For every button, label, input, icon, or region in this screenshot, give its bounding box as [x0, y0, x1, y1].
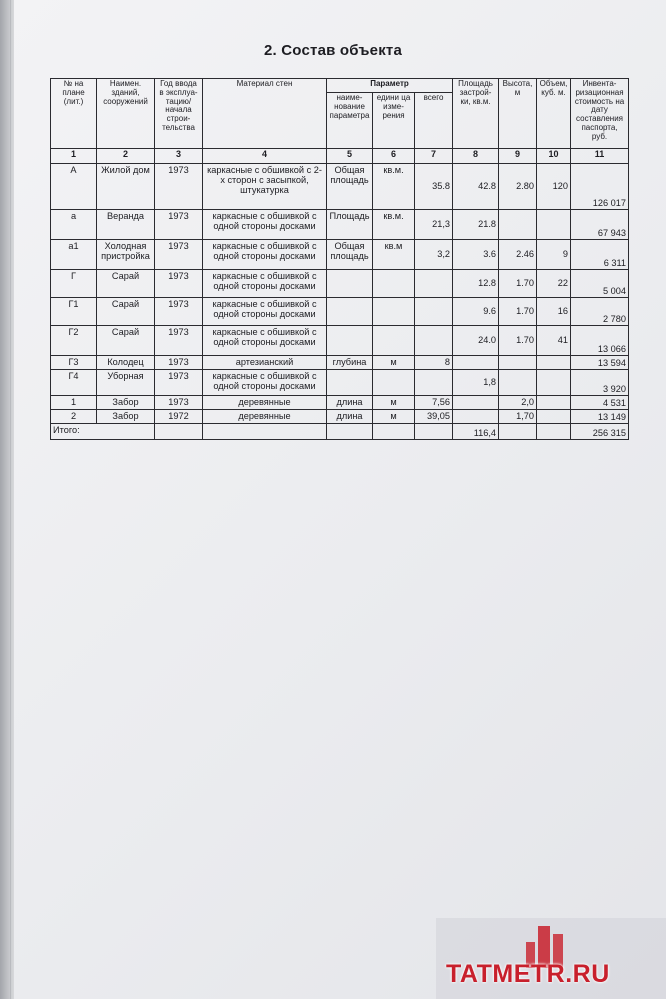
cell-height: 1.70 [499, 298, 537, 326]
table-row [51, 298, 629, 326]
cell-area: 42.8 [453, 164, 499, 210]
cell-year: 1973 [155, 240, 203, 270]
cell-area: 9.6 [453, 298, 499, 326]
cell-name: Забор [97, 396, 155, 410]
cell-year: 1973 [155, 326, 203, 356]
cell-param [327, 326, 373, 356]
cell-unit: м [373, 410, 415, 424]
totals-area: 116,4 [453, 424, 499, 440]
cell-param: Площадь [327, 210, 373, 240]
cell-lit: 1 [51, 396, 97, 410]
cell-material: каркасные с обшивкой с одной стороны досками [203, 210, 327, 240]
cell-unit: кв.м. [373, 210, 415, 240]
cell-year: 1973 [155, 370, 203, 396]
cell-height: 1.70 [499, 270, 537, 298]
cell-total [415, 298, 453, 326]
column-number: 11 [571, 149, 629, 164]
cell-lit: А [51, 164, 97, 210]
column-number: 3 [155, 149, 203, 164]
cell-total [415, 270, 453, 298]
cell-param: Общая площадь [327, 240, 373, 270]
cell-volume: 41 [537, 326, 571, 356]
header-cost: Инвента-ризационная стоимость на дату составления паспорта, руб. [571, 79, 629, 149]
cell-name: Холодная пристройка [97, 240, 155, 270]
cell-name: Жилой дом [97, 164, 155, 210]
column-number: 2 [97, 149, 155, 164]
page-left-edge [0, 0, 14, 999]
cell-cost: 13 066 [571, 326, 629, 356]
cell-cost: 126 017 [571, 164, 629, 210]
cell-material: деревянные [203, 396, 327, 410]
cell-height: 1.70 [499, 326, 537, 356]
cell-height: 2.46 [499, 240, 537, 270]
page-title: 2. Состав объекта [264, 42, 402, 59]
totals-empty [499, 424, 537, 440]
cell-cost: 3 920 [571, 370, 629, 396]
watermark-text: TATMETR.RU [446, 960, 610, 988]
cell-unit: м [373, 396, 415, 410]
cell-lit: Г2 [51, 326, 97, 356]
cell-area: 1,8 [453, 370, 499, 396]
cell-material: деревянные [203, 410, 327, 424]
column-number: 6 [373, 149, 415, 164]
cell-param [327, 298, 373, 326]
cell-height: 1,70 [499, 410, 537, 424]
object-composition-table [50, 78, 629, 440]
cell-lit: Г1 [51, 298, 97, 326]
column-number: 1 [51, 149, 97, 164]
cell-area [453, 396, 499, 410]
page-fold [10, 0, 11, 999]
cell-total: 3,2 [415, 240, 453, 270]
cell-material: каркасные с обшивкой с одной стороны досками [203, 270, 327, 298]
cell-lit: Г4 [51, 370, 97, 396]
cell-lit: 2 [51, 410, 97, 424]
cell-param: длина [327, 410, 373, 424]
cell-lit: а1 [51, 240, 97, 270]
totals-empty [203, 424, 327, 440]
cell-height: 2.80 [499, 164, 537, 210]
cell-volume [537, 370, 571, 396]
column-number: 4 [203, 149, 327, 164]
cell-name: Забор [97, 410, 155, 424]
cell-area: 3.6 [453, 240, 499, 270]
cell-name: Колодец [97, 356, 155, 370]
cell-year: 1973 [155, 164, 203, 210]
cell-name: Веранда [97, 210, 155, 240]
totals-empty [327, 424, 373, 440]
cell-param [327, 370, 373, 396]
cell-area: 21.8 [453, 210, 499, 240]
cell-total: 35.8 [415, 164, 453, 210]
cell-unit [373, 326, 415, 356]
header-plan-no: № на плане (лит.) [51, 79, 97, 149]
cell-total: 21,3 [415, 210, 453, 240]
table-row [51, 270, 629, 298]
cell-unit: кв.м [373, 240, 415, 270]
cell-material: каркасные с обшивкой с одной стороны досками [203, 298, 327, 326]
totals-cost: 256 315 [571, 424, 629, 440]
header-height: Высота, м [499, 79, 537, 149]
cell-lit: Г3 [51, 356, 97, 370]
header-volume: Объем, куб. м. [537, 79, 571, 149]
cell-cost: 67 943 [571, 210, 629, 240]
table-row [51, 240, 629, 270]
totals-empty [537, 424, 571, 440]
cell-volume [537, 210, 571, 240]
cell-volume: 9 [537, 240, 571, 270]
cell-cost: 4 531 [571, 396, 629, 410]
cell-height [499, 356, 537, 370]
table-row [51, 164, 629, 210]
cell-name: Сарай [97, 298, 155, 326]
cell-area: 12.8 [453, 270, 499, 298]
cell-material: каркасные с обшивкой с одной стороны досками [203, 326, 327, 356]
cell-height [499, 370, 537, 396]
cell-material: каркасные с обшивкой с одной стороны досками [203, 240, 327, 270]
cell-name: Сарай [97, 326, 155, 356]
cell-unit: кв.м. [373, 164, 415, 210]
table-row [51, 410, 629, 424]
cell-year: 1973 [155, 396, 203, 410]
cell-area: 24.0 [453, 326, 499, 356]
cell-cost: 13 149 [571, 410, 629, 424]
table-row [51, 370, 629, 396]
cell-area [453, 356, 499, 370]
table-row [51, 356, 629, 370]
cell-volume [537, 410, 571, 424]
cell-height: 2,0 [499, 396, 537, 410]
cell-total [415, 326, 453, 356]
column-number: 9 [499, 149, 537, 164]
header-area: Площадь застрой-ки, кв.м. [453, 79, 499, 149]
cell-unit [373, 270, 415, 298]
totals-empty [373, 424, 415, 440]
cell-material: каркасные с обшивкой с одной стороны досками [203, 370, 327, 396]
totals-empty [415, 424, 453, 440]
column-number: 10 [537, 149, 571, 164]
cell-cost: 5 004 [571, 270, 629, 298]
cell-total: 7,56 [415, 396, 453, 410]
column-number: 8 [453, 149, 499, 164]
cell-name: Сарай [97, 270, 155, 298]
totals-empty [155, 424, 203, 440]
cell-material: артезианский [203, 356, 327, 370]
cell-area [453, 410, 499, 424]
cell-volume: 16 [537, 298, 571, 326]
table-row [51, 210, 629, 240]
cell-volume [537, 396, 571, 410]
table-row [51, 396, 629, 410]
header-parameter: Параметр [327, 79, 453, 93]
cell-cost: 13 594 [571, 356, 629, 370]
totals-row [51, 424, 629, 440]
column-number: 7 [415, 149, 453, 164]
header-param-unit: едини ца изме-рения [373, 93, 415, 149]
header-param-total: всего [415, 93, 453, 149]
cell-lit: Г [51, 270, 97, 298]
column-number-row [51, 149, 629, 164]
cell-name: Уборная [97, 370, 155, 396]
cell-total: 8 [415, 356, 453, 370]
cell-height [499, 210, 537, 240]
table-row [51, 326, 629, 356]
cell-year: 1972 [155, 410, 203, 424]
cell-unit [373, 298, 415, 326]
cell-cost: 2 780 [571, 298, 629, 326]
cell-total: 39,05 [415, 410, 453, 424]
cell-lit: а [51, 210, 97, 240]
cell-total [415, 370, 453, 396]
cell-param: Общая площадь [327, 164, 373, 210]
totals-label: Итого: [51, 424, 155, 440]
cell-year: 1973 [155, 270, 203, 298]
cell-param: глубина [327, 356, 373, 370]
cell-material: каркасные с обшивкой с 2-х сторон с засыпкой, штукатурка [203, 164, 327, 210]
cell-volume: 120 [537, 164, 571, 210]
cell-param [327, 270, 373, 298]
cell-year: 1973 [155, 298, 203, 326]
cell-param: длина [327, 396, 373, 410]
header-param-name: наиме-нование параметра [327, 93, 373, 149]
header-material: Материал стен [203, 79, 327, 149]
cell-unit [373, 370, 415, 396]
cell-year: 1973 [155, 356, 203, 370]
cell-cost: 6 311 [571, 240, 629, 270]
cell-year: 1973 [155, 210, 203, 240]
cell-unit: м [373, 356, 415, 370]
cell-volume [537, 356, 571, 370]
cell-volume: 22 [537, 270, 571, 298]
header-name: Наимен. зданий, сооружений [97, 79, 155, 149]
header-year: Год ввода в эксплуа-тацию/ начала строи-тельства [155, 79, 203, 149]
column-number: 5 [327, 149, 373, 164]
